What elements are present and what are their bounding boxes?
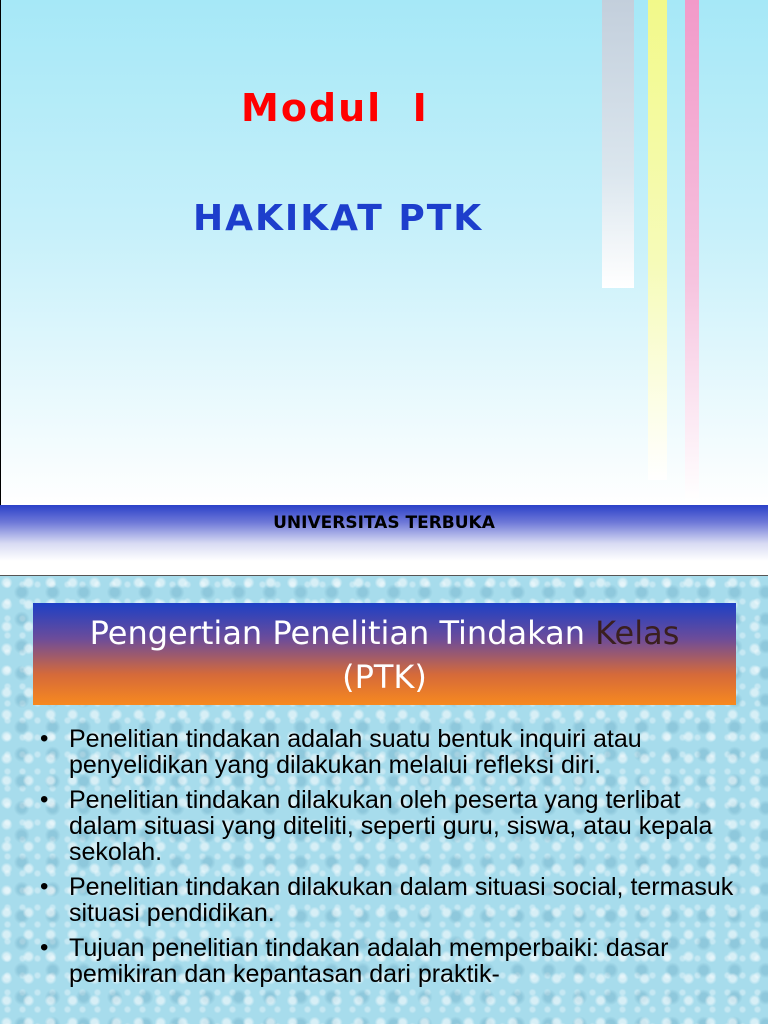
bullet-item: • Penelitian tindakan dilakukan oleh peserta yang terlibat dalam situasi yang diteliti, seperti guru, siswa, atau kepala sekolah. — [40, 787, 750, 865]
decorative-stripe-yellow — [648, 0, 667, 480]
header-line2: (PTK) — [342, 658, 427, 696]
slide-header — [33, 603, 736, 705]
module-subtitle: HAKIKAT PTK — [193, 198, 484, 239]
header-line1-part2: Kelas — [595, 614, 680, 652]
slide-content — [0, 575, 768, 1024]
bullet-item: • Penelitian tindakan dilakukan dalam situasi social, termasuk situasi pendidikan. — [40, 874, 750, 926]
header-line1-part1: Pengertian Penelitian Tindakan — [89, 614, 596, 652]
decorative-stripe-gray — [602, 0, 634, 288]
slide-title — [0, 0, 768, 505]
slide-header-text — [33, 611, 736, 699]
decorative-stripe-pink — [685, 0, 699, 500]
bullet-item: • Penelitian tindakan adalah suatu bentuk inquiri atau penyelidikan yang dilakukan melalui refleksi diri. — [40, 726, 750, 778]
bullet-item: • Tujuan penelitian tindakan adalah memperbaiki: dasar pemikiran dan kepantasan dari praktik- — [40, 935, 750, 987]
university-name: UNIVERSITAS TERBUKA — [273, 513, 495, 533]
module-title: Modul I — [241, 86, 429, 130]
bullet-list — [40, 726, 750, 996]
